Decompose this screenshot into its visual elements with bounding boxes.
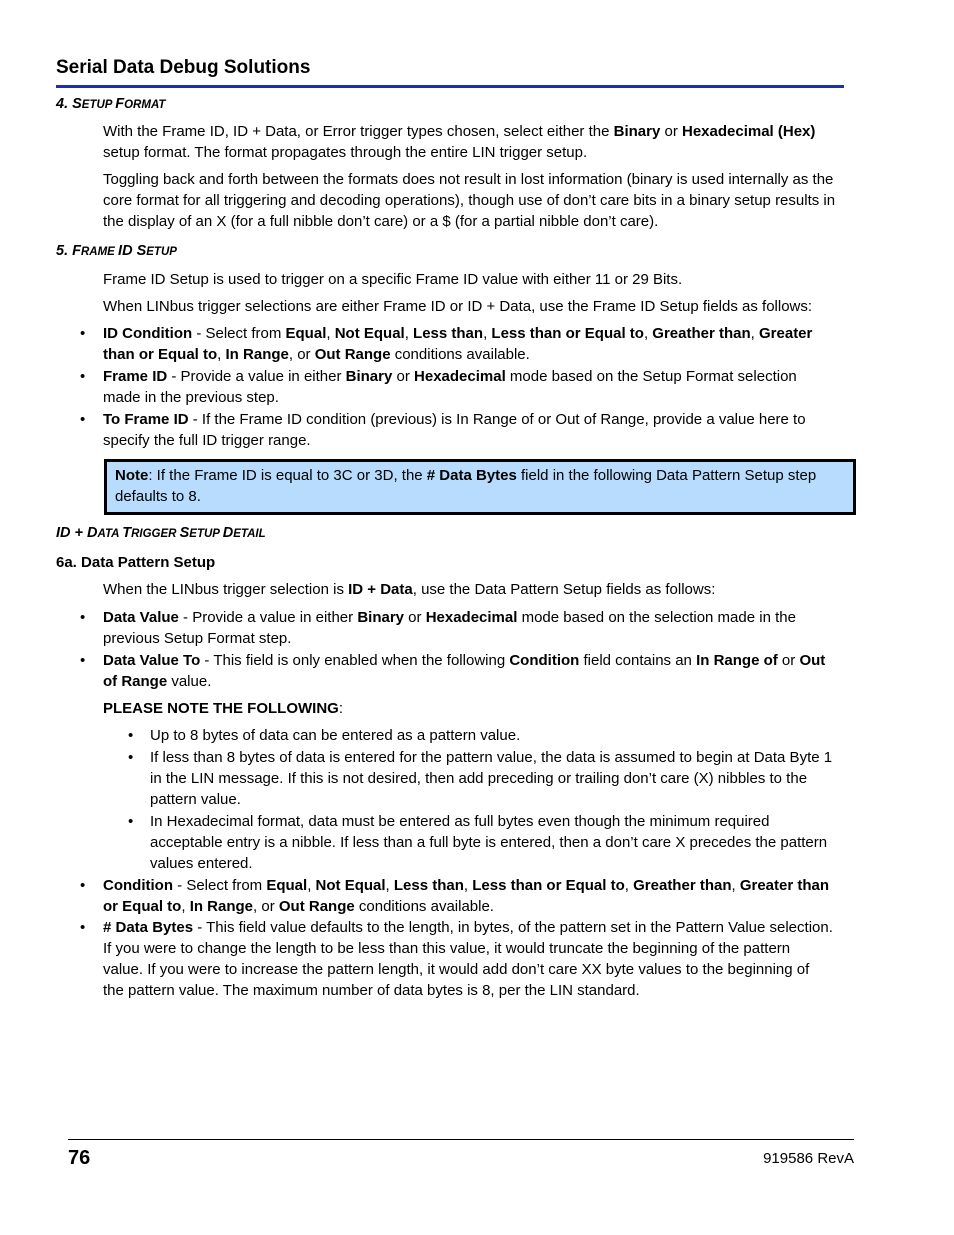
section-5-heading: 5. FRAME ID SETUP bbox=[56, 243, 177, 259]
sub-bullet-less-than-8-bytes: • If less than 8 bytes of data is entered for the pattern value, the data is assumed to begin at Data Byte 1 in the LIN message. If this is not desired, then add preceding or trailing don’t care (X) nibbles to the pattern value. bbox=[150, 747, 845, 810]
section-6-paragraph-1: When the LINbus trigger selection is ID + Data, use the Data Pattern Setup fields as follows: bbox=[103, 581, 716, 598]
section-4-heading: 4. SETUP FORMAT bbox=[56, 96, 166, 112]
bullet-to-frame-id: • To Frame ID - If the Frame ID condition (previous) is In Range of or Out of Range, provide a value here to specify the full ID trigger range. bbox=[103, 409, 833, 451]
bullet-data-bytes: • # Data Bytes - This field value defaults to the length, in bytes, of the pattern set in the Pattern Value selection. If you were to change the length to be less than this value, it would truncate the beginning of the pattern value. If you were to increase the pattern length, it would add don’t care XX byte values to the beginning of the pattern value. The maximum number of data bytes is 8, per the LIN standard. bbox=[103, 917, 833, 1001]
section-4-paragraph-2: Toggling back and forth between the formats does not result in lost information (binary is used internally as the core format for all triggering and decoding operations), though use of don’t care bits in a binary setup results in the display of an X (for a full nibble don’t care) or a $ (for a partial nibble don’t care). bbox=[103, 171, 836, 230]
sub-bullet-hexadecimal-format: • In Hexadecimal format, data must be entered as full bytes even though the minimum required acceptable entry is a nibble. If less than a full byte is entered, then a don’t care X precedes the pattern values entered. bbox=[150, 811, 845, 874]
bullet-frame-id: • Frame ID - Provide a value in either Binary or Hexadecimal mode based on the Setup Format selection made in the previous step. bbox=[103, 366, 833, 408]
section-6-heading: ID + DATA TRIGGER SETUP DETAIL bbox=[56, 525, 266, 541]
page-header-title: Serial Data Debug Solutions bbox=[56, 57, 311, 78]
please-note-label: PLEASE NOTE THE FOLLOWING: bbox=[103, 700, 344, 717]
data-pattern-setup-subheading: 6a. Data Pattern Setup bbox=[56, 554, 216, 571]
document-id: 919586 RevA bbox=[763, 1150, 854, 1167]
section-5-paragraph-1: Frame ID Setup is used to trigger on a specific Frame ID value with either 11 or 29 Bits. bbox=[103, 271, 683, 288]
section-5-paragraph-2: When LINbus trigger selections are either Frame ID or ID + Data, use the Frame ID Setup fields as follows: bbox=[103, 298, 813, 315]
section-4-paragraph-1: With the Frame ID, ID + Data, or Error trigger types chosen, select either the Binary or Hexadecimal (Hex) setup format. The format propagates through the entire LIN trigger setup. bbox=[103, 123, 816, 161]
bullet-data-value: • Data Value - Provide a value in either Binary or Hexadecimal mode based on the selection made in the previous Setup Format step. bbox=[103, 607, 833, 649]
bullet-condition: • Condition - Select from Equal, Not Equal, Less than, Less than or Equal to, Greather than, Greater than or Equal to, In Range, or Out Range conditions available. bbox=[103, 875, 833, 917]
bullet-data-value-to: • Data Value To - This field is only enabled when the following Condition field contains an In Range of or Out of Range value. bbox=[103, 650, 833, 692]
header-rule bbox=[56, 85, 844, 88]
sub-bullet-up-to-8-bytes: • Up to 8 bytes of data can be entered as a pattern value. bbox=[150, 725, 845, 746]
bullet-id-condition: • ID Condition - Select from Equal, Not Equal, Less than, Less than or Equal to, Greather than, Greater than or Equal to, In Range, or Out Range conditions available. bbox=[103, 323, 833, 365]
footer-rule bbox=[68, 1139, 854, 1140]
note-box: Note: If the Frame ID is equal to 3C or 3D, the # Data Bytes field in the following Data Pattern Setup step defaults to 8. bbox=[104, 459, 856, 515]
page-number: 76 bbox=[68, 1147, 91, 1169]
